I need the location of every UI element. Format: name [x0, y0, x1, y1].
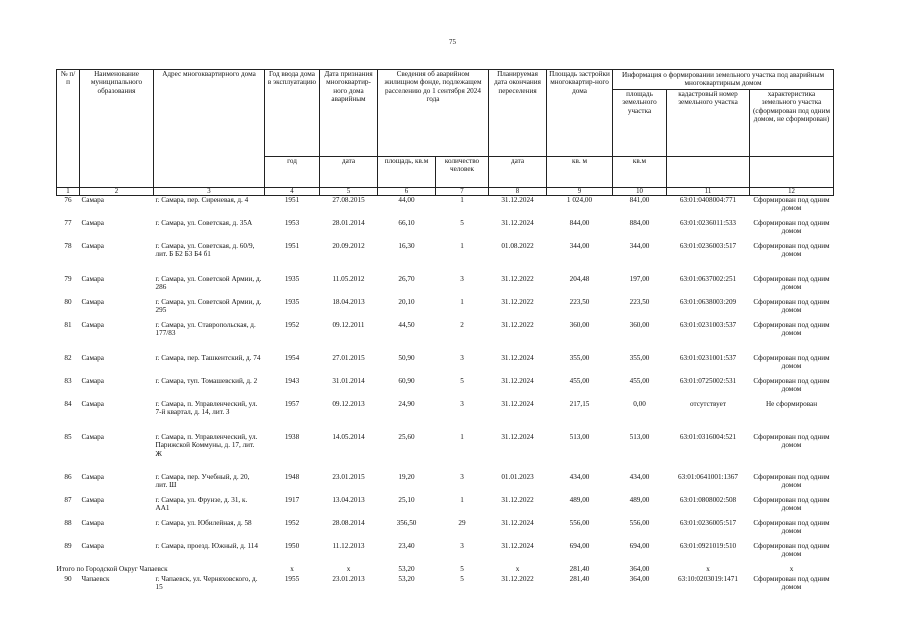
column-number: 7	[436, 187, 489, 195]
row-date: 20.09.2012	[332, 241, 365, 250]
header-municipality: Наименование муниципального образования	[80, 70, 154, 188]
table-header	[57, 70, 834, 196]
row-planned-date: 31.12.2024	[501, 218, 534, 227]
row-cadastral: 63:01:0236011:533	[679, 218, 737, 227]
row-land-char: Сформирован под одним домом	[753, 274, 830, 292]
row-planned-date: 31.12.2024	[501, 541, 534, 550]
subtotal-build: 281,40	[569, 564, 590, 573]
row-date: 23.01.2013	[332, 574, 365, 583]
row-cadastral: 63:01:0808002:508	[679, 495, 737, 504]
page-number: 75	[449, 38, 456, 46]
row-land-char: Сформирован под одним домом	[753, 541, 830, 559]
column-number: 2	[80, 187, 154, 195]
table-row	[57, 433, 834, 473]
row-cadastral: 63:01:0408004:771	[679, 195, 737, 204]
header-land-info-title: Информация о формировании земельного участка под аварийным многоквартирным домом	[613, 70, 833, 90]
row-address: г. Самара, туп. Томашевский, д. 2	[155, 376, 258, 385]
row-land-area: 360,00	[629, 320, 650, 329]
row-number: 81	[64, 320, 72, 329]
row-year: 1935	[284, 274, 300, 283]
row-people: 5	[460, 574, 464, 583]
row-date: 23.01.2015	[332, 472, 365, 481]
row-number: 84	[64, 399, 72, 408]
row-land-char: Сформирован под одним домом	[753, 195, 830, 213]
subtotal-cad: х	[706, 564, 710, 573]
row-land-char: Сформирован под одним домом	[753, 518, 830, 536]
row-people: 3	[460, 399, 464, 408]
row-build-area: 344,00	[569, 241, 590, 250]
subtotal-land: 364,00	[629, 564, 650, 573]
unit-empty-12	[750, 156, 834, 187]
header-no: № п/п	[57, 70, 80, 188]
row-land-area: 841,00	[629, 195, 650, 204]
row-number: 87	[64, 495, 72, 504]
table-row	[57, 473, 834, 496]
row-address: г. Самара, ул. Фрунзе, д. 31, к. АА1	[155, 495, 248, 513]
column-number: 10	[613, 187, 667, 195]
subtotal-plan: х	[515, 564, 520, 573]
row-planned-date: 31.12.2024	[501, 518, 534, 527]
row-people: 1	[460, 495, 464, 504]
subtotal-area: 53,20	[398, 564, 415, 573]
row-number: 89	[64, 541, 72, 550]
row-planned-date: 31.12.2022	[501, 274, 534, 283]
unit-date: дата	[320, 156, 378, 187]
row-date: 09.12.2013	[332, 399, 365, 408]
row-people: 3	[460, 274, 464, 283]
row-planned-date: 31.12.2024	[501, 195, 534, 204]
row-number: 85	[64, 432, 72, 441]
header-address: Адрес многоквартирного дома	[154, 70, 265, 188]
row-cadastral: 63:01:0725002:531	[679, 376, 737, 385]
row-people: 1	[460, 297, 464, 306]
row-municipality: Самара	[81, 495, 104, 504]
header-date-recognition: Дата признания многоквартир-ного дома аварийным	[320, 70, 378, 157]
row-build-area: 556,00	[569, 518, 590, 527]
row-year: 1951	[284, 195, 300, 204]
unit-year: год	[265, 156, 320, 187]
row-land-char: Сформирован под одним домом	[753, 320, 830, 338]
row-date: 11.12.2013	[332, 541, 365, 550]
table-row	[57, 354, 834, 377]
row-area: 66,10	[398, 218, 415, 227]
row-number: 76	[64, 195, 72, 204]
row-number: 86	[64, 472, 72, 481]
row-people: 1	[460, 432, 464, 441]
row-area: 60,90	[398, 376, 415, 385]
header-planned-date: Планируемая дата окончания переселения	[489, 70, 547, 157]
row-municipality: Самара	[81, 541, 104, 550]
row-cadastral: 63:01:0637002:251	[679, 274, 737, 283]
row-people: 29	[458, 518, 466, 527]
unit-count: количество человек	[436, 156, 489, 187]
row-land-char: Сформирован под одним домом	[753, 574, 830, 592]
row-date: 09.12.2011	[332, 320, 365, 329]
subtotal-row	[57, 565, 834, 575]
row-municipality: Самара	[81, 518, 104, 527]
row-land-area: 455,00	[629, 376, 650, 385]
row-cadastral: 63:01:0638003:209	[679, 297, 737, 306]
row-address: г. Самара, пер. Учебный, д. 20, лит. Ш	[155, 472, 250, 490]
row-land-area: 355,00	[629, 353, 650, 362]
emergency-housing-table	[56, 69, 834, 598]
row-municipality: Самара	[81, 320, 104, 329]
row-year: 1957	[284, 399, 300, 408]
subtotal-char: х	[789, 564, 794, 573]
row-year: 1953	[284, 218, 300, 227]
row-land-char: Сформирован под одним домом	[753, 297, 830, 315]
row-year: 1952	[284, 320, 300, 329]
row-address: г. Самара, ул. Юбилейная, д. 58	[155, 518, 252, 527]
row-municipality: Самара	[81, 274, 104, 283]
table-row	[57, 242, 834, 275]
row-planned-date: 31.12.2024	[501, 376, 534, 385]
table-row	[57, 542, 834, 565]
row-people: 3	[460, 353, 464, 362]
row-number: 79	[64, 274, 72, 283]
row-year: 1955	[284, 574, 300, 583]
row-area: 53,20	[398, 574, 415, 583]
row-land-char: Сформирован под одним домом	[753, 472, 830, 490]
row-build-area: 455,00	[569, 376, 590, 385]
table-row	[57, 496, 834, 519]
row-address: г. Самара, проезд. Южный, д. 114	[155, 541, 258, 550]
row-cadastral: отсутствует	[690, 399, 726, 408]
row-area: 26,70	[398, 274, 415, 283]
row-people: 2	[460, 320, 464, 329]
row-land-area: 513,00	[629, 432, 650, 441]
row-people: 5	[460, 376, 464, 385]
table-row	[57, 377, 834, 400]
header-fund-info: Сведения об аварийном жилищном фонде, подлежащем расселению до 1 сентября 2024 года	[378, 70, 489, 157]
row-people: 1	[460, 241, 464, 250]
row-date: 31.01.2014	[332, 376, 365, 385]
row-build-area: 694,00	[569, 541, 590, 550]
row-build-area: 355,00	[569, 353, 590, 362]
row-build-area: 223,50	[569, 297, 590, 306]
row-cadastral: 63:01:0641001:1367	[678, 472, 738, 481]
table-row	[57, 275, 834, 298]
row-area: 44,50	[398, 320, 415, 329]
header-build-area: Площадь застройки многоквартир-ного дома	[547, 70, 613, 157]
row-build-area: 217,15	[569, 399, 590, 408]
row-date: 27.01.2015	[332, 353, 365, 362]
table-row	[57, 321, 834, 354]
row-land-area: 694,00	[629, 541, 650, 550]
row-number: 77	[64, 218, 72, 227]
column-number: 5	[320, 187, 378, 195]
row-year: 1948	[284, 472, 300, 481]
row-planned-date: 31.12.2022	[501, 495, 534, 504]
row-address: г. Самара, п. Управленческий, ул. 7-й квартал, д. 14, лит. З	[155, 399, 258, 417]
column-number: 1	[57, 187, 80, 195]
row-address: г. Самара, п. Управленческий, ул. Парижской Коммуны, д. 17, лит. Ж	[155, 432, 258, 458]
row-municipality: Чапаевск	[81, 574, 110, 583]
row-people: 3	[460, 472, 464, 481]
row-area: 25,60	[398, 432, 415, 441]
row-planned-date: 31.12.2024	[501, 399, 534, 408]
row-address: г. Самара, ул. Советская, д. 60/9, лит. Б Б2 Б3 Б4 б1	[155, 241, 255, 259]
row-number: 90	[64, 574, 72, 583]
row-area: 16,30	[398, 241, 415, 250]
row-land-char: Сформирован под одним домом	[753, 353, 830, 371]
subtotal-year: х	[290, 564, 294, 573]
row-year: 1950	[284, 541, 300, 550]
row-build-area: 434,00	[569, 472, 590, 481]
row-planned-date: 01.01.2023	[501, 472, 534, 481]
unit-area: площадь, кв.м	[378, 156, 436, 187]
row-area: 50,90	[398, 353, 415, 362]
row-year: 1954	[284, 353, 300, 362]
column-number: 3	[154, 187, 265, 195]
row-land-char: Сформирован под одним домом	[753, 241, 830, 259]
row-cadastral: 63:01:0236003:517	[679, 241, 737, 250]
row-land-area: 489,00	[629, 495, 650, 504]
row-area: 19,20	[398, 472, 415, 481]
table-row	[57, 195, 834, 219]
row-date: 13.04.2013	[332, 495, 365, 504]
row-cadastral: 63:10:0203019:1471	[678, 574, 738, 583]
row-cadastral: 63:01:0231003:537	[679, 320, 737, 329]
row-municipality: Самара	[81, 472, 104, 481]
row-municipality: Самара	[81, 218, 104, 227]
row-land-area: 884,00	[629, 218, 650, 227]
row-date: 27.08.2015	[332, 195, 365, 204]
table-row	[57, 298, 834, 321]
column-number: 9	[547, 187, 613, 195]
column-number: 8	[489, 187, 547, 195]
row-people: 1	[460, 195, 464, 204]
unit-sqm2: кв.м	[613, 156, 667, 187]
row-people: 5	[460, 218, 464, 227]
row-date: 18.04.2013	[332, 297, 365, 306]
row-number: 88	[64, 518, 72, 527]
row-land-area: 0,00	[633, 399, 646, 408]
row-year: 1917	[284, 495, 300, 504]
row-build-area: 489,00	[569, 495, 590, 504]
unit-sqm: кв. м	[547, 156, 613, 187]
row-area: 44,00	[398, 195, 415, 204]
row-cadastral: 63:01:0236005:517	[679, 518, 737, 527]
table-row	[57, 400, 834, 433]
unit-date2: дата	[489, 156, 547, 187]
row-cadastral: 63:01:0316004:521	[679, 432, 737, 441]
row-year: 1938	[284, 432, 300, 441]
table-row	[57, 219, 834, 242]
header-cadastral: кадастровый номер земельного участка	[667, 90, 750, 156]
row-municipality: Самара	[81, 297, 104, 306]
header-land-info	[613, 70, 834, 157]
row-planned-date: 31.12.2022	[501, 297, 534, 306]
header-land-area: площадь земельного участка	[613, 90, 667, 156]
row-number: 80	[64, 297, 72, 306]
row-build-area: 281,40	[569, 574, 590, 583]
subtotal-label: Итого по Городской Округ Чапаевск	[56, 564, 168, 573]
row-land-char: Сформирован под одним домом	[753, 218, 830, 236]
column-number-row	[57, 187, 834, 195]
row-date: 28.01.2014	[332, 218, 365, 227]
row-year: 1943	[284, 376, 300, 385]
row-address: г. Самара, ул. Советской Армии, д. 286	[155, 274, 262, 292]
table-body	[57, 195, 834, 598]
row-build-area: 513,00	[569, 432, 590, 441]
header-land-char: характеристика земельного участка (сформирован под одним домом, не сформирован)	[752, 89, 831, 124]
row-municipality: Самара	[81, 241, 104, 250]
row-planned-date: 31.12.2022	[501, 574, 534, 583]
row-cadastral: 63:01:0231001:537	[679, 353, 737, 362]
row-land-char: Сформирован под одним домом	[753, 495, 830, 513]
row-municipality: Самара	[81, 432, 104, 441]
row-year: 1935	[284, 297, 300, 306]
row-build-area: 360,00	[569, 320, 590, 329]
row-address: г. Самара, пер. Сиреневая, д. 4	[155, 195, 249, 204]
row-number: 78	[64, 241, 72, 250]
row-area: 356,50	[396, 518, 417, 527]
row-build-area: 844,00	[569, 218, 590, 227]
row-build-area: 1 024,00	[566, 195, 593, 204]
row-area: 20,10	[398, 297, 415, 306]
row-year: 1952	[284, 518, 300, 527]
row-address: г. Самара, ул. Советской Армии, д. 295	[155, 297, 262, 315]
row-municipality: Самара	[81, 399, 104, 408]
row-planned-date: 31.12.2024	[501, 353, 534, 362]
row-planned-date: 01.08.2022	[501, 241, 534, 250]
unit-empty-11	[667, 156, 750, 187]
row-date: 28.08.2014	[332, 518, 365, 527]
table-row	[57, 519, 834, 542]
row-municipality: Самара	[81, 376, 104, 385]
row-number: 83	[64, 376, 72, 385]
row-build-area: 204,48	[569, 274, 590, 283]
row-number: 82	[64, 353, 72, 362]
row-planned-date: 31.12.2022	[501, 320, 534, 329]
row-land-area: 434,00	[629, 472, 650, 481]
row-cadastral: 63:01:0921019:510	[679, 541, 737, 550]
row-year: 1951	[284, 241, 300, 250]
subtotal-people: 5	[460, 564, 464, 573]
row-land-area: 344,00	[629, 241, 650, 250]
row-land-char: Сформирован под одним домом	[753, 432, 830, 450]
row-planned-date: 31.12.2024	[501, 432, 534, 441]
row-land-area: 197,00	[629, 274, 650, 283]
row-area: 23,40	[398, 541, 415, 550]
row-address: г. Самара, ул. Советская, д. 35А	[155, 218, 253, 227]
row-area: 24,90	[398, 399, 415, 408]
row-address: г. Самара, пер. Ташкентский, д. 74	[155, 353, 261, 362]
column-number: 6	[378, 187, 436, 195]
table-row	[57, 575, 834, 598]
row-people: 3	[460, 541, 464, 550]
row-date: 11.05.2012	[332, 274, 365, 283]
row-land-area: 364,00	[629, 574, 650, 583]
subtotal-date: х	[346, 564, 351, 573]
row-land-area: 223,50	[629, 297, 650, 306]
row-address: г. Самара, ул. Ставропольская, д. 177/83	[155, 320, 256, 338]
column-number: 4	[265, 187, 320, 195]
row-land-area: 556,00	[629, 518, 650, 527]
row-land-char: Сформирован под одним домом	[753, 376, 830, 394]
row-municipality: Самара	[81, 353, 104, 362]
row-area: 25,10	[398, 495, 415, 504]
row-land-char: Не сформирован	[765, 399, 818, 408]
column-number: 12	[750, 187, 834, 195]
row-municipality: Самара	[81, 195, 104, 204]
header-year: Год ввода дома в эксплуатацию	[265, 70, 320, 157]
row-date: 14.05.2014	[332, 432, 365, 441]
row-address: г. Чапаевск, ул. Черняховского, д. 15	[155, 574, 258, 592]
column-number: 11	[667, 187, 750, 195]
